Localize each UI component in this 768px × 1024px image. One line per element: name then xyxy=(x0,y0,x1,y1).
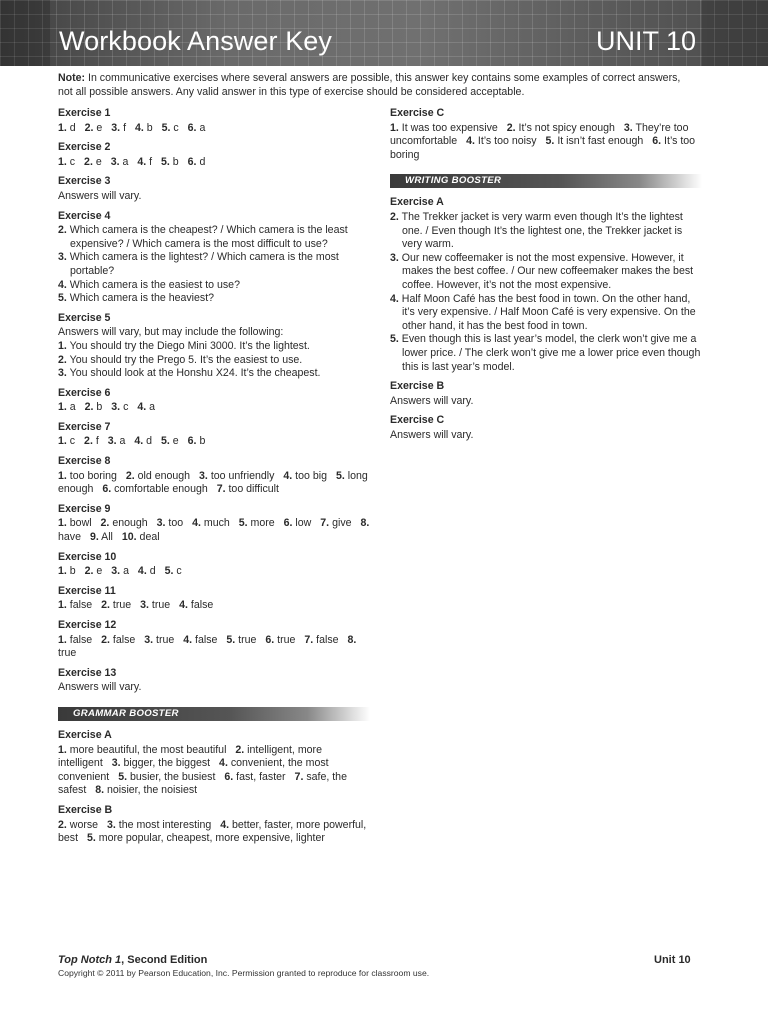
answer-item: 4. d xyxy=(137,565,156,578)
answer-number: 1. xyxy=(58,401,67,414)
answer-line xyxy=(58,517,370,544)
answer-item: 3. a xyxy=(107,435,126,448)
answer-number: 5. xyxy=(238,517,248,530)
footer-unit: Unit 10 xyxy=(654,954,691,966)
answer-item: 3. You should look at the Honshu X24. It’s the cheapest. xyxy=(58,367,321,380)
answer-item: 3. too unfriendly xyxy=(199,469,275,482)
answer-item: 4. false xyxy=(179,599,214,612)
answer-number: 2. xyxy=(125,469,135,482)
answer-number: 2. xyxy=(84,121,94,134)
answer-item: 1. more beautiful, the most beautiful xyxy=(58,743,227,756)
answer-item: 2. old enough xyxy=(125,469,191,482)
exercise-title: Exercise 2 xyxy=(58,141,111,154)
exercise-text: Answers will vary. xyxy=(390,428,474,441)
exercise-title: Exercise 13 xyxy=(58,666,117,679)
answer-number: 5. xyxy=(390,333,399,346)
answer-number: 5. xyxy=(161,435,170,448)
answer-number: 3. xyxy=(107,818,116,831)
answer-number: 2. xyxy=(100,517,110,530)
answer-number: 4. xyxy=(283,469,293,482)
answer-item: 7. safe, the safest xyxy=(58,770,347,797)
answer-item: 6. low xyxy=(283,517,312,530)
exercise-block xyxy=(58,551,370,579)
answer-number: 2. xyxy=(84,401,94,414)
answer-item: 3. c xyxy=(111,401,129,414)
answer-item: 3. Our new coffeemaker is not the most expensive. However, it makes the best coffee. / Our new coffeemaker makes the best coffee. However, it’s not the most expensive. xyxy=(390,251,694,291)
answer-item: 8. true xyxy=(58,633,357,660)
answer-number: 5. xyxy=(58,292,67,305)
answer-number: 4. xyxy=(137,155,147,168)
answer-item: 2. b xyxy=(84,401,103,414)
answer-item: 6. d xyxy=(187,155,206,168)
answer-item: 2. e xyxy=(84,155,102,168)
answer-number: 4. xyxy=(466,135,475,148)
exercise-text: Answers will vary. xyxy=(390,394,474,407)
answer-item: 5. e xyxy=(161,435,179,448)
exercise-title: Exercise B xyxy=(390,380,445,393)
answer-item: 4. false xyxy=(183,633,218,646)
answer-item: 6. comfortable enough xyxy=(102,483,208,496)
answer-number: 4. xyxy=(137,401,147,414)
answer-item: 5. c xyxy=(164,565,182,578)
answer-item: 6. true xyxy=(265,633,296,646)
answer-item: 4. d xyxy=(134,435,153,448)
answer-line xyxy=(58,401,370,415)
exercise-block xyxy=(58,387,370,415)
right-column xyxy=(390,107,702,448)
answer-item: 6. a xyxy=(187,121,206,134)
answer-item: 4. much xyxy=(192,517,230,530)
answer-item: 5. more popular, cheapest, more expensive, lighter xyxy=(86,832,325,845)
answer-number: 2. xyxy=(101,633,110,646)
copyright-notice: Copyright © 2011 by Pearson Education, Inc. Permission granted to reproduce for classroom use. xyxy=(58,968,430,978)
exercise-block xyxy=(58,804,370,846)
answer-line xyxy=(58,599,370,613)
answer-number: 4. xyxy=(390,292,399,305)
answer-number: 6. xyxy=(187,435,197,448)
answer-item: 2. It’s not spicy enough xyxy=(506,121,615,134)
exercise-title: Exercise A xyxy=(58,728,112,741)
answer-line xyxy=(58,744,370,798)
answer-item: 1. It was too expensive xyxy=(390,121,498,134)
page-header xyxy=(0,0,768,66)
page-title: Workbook Answer Key xyxy=(59,26,333,56)
answer-number: 2. xyxy=(506,121,516,134)
answer-item: 5. more xyxy=(238,517,275,530)
exercise-block xyxy=(58,141,370,169)
answer-item: 2. true xyxy=(101,599,132,612)
answer-item: 3. f xyxy=(111,121,127,134)
answer-number: 3. xyxy=(58,251,67,264)
answer-number: 4. xyxy=(179,599,188,612)
answer-number: 5. xyxy=(118,770,128,783)
answer-number: 8. xyxy=(95,784,105,797)
answer-number: 4. xyxy=(134,435,144,448)
exercise-block xyxy=(58,667,370,695)
exercise-title: Exercise C xyxy=(390,414,445,427)
answer-line xyxy=(58,470,370,497)
answer-item: 1. bowl xyxy=(58,517,92,530)
answer-item: 4. a xyxy=(137,401,156,414)
answer-item: 7. too difficult xyxy=(216,483,279,496)
writing-booster-banner: WRITING BOOSTER xyxy=(390,174,702,188)
answer-item: 3. true xyxy=(144,633,175,646)
answer-number: 6. xyxy=(265,633,275,646)
answer-item: 10. deal xyxy=(121,531,160,544)
answer-item: 8. noisier, the noisiest xyxy=(95,784,198,797)
answer-number: 7. xyxy=(294,770,304,783)
exercise-block xyxy=(58,210,370,306)
answer-number: 3. xyxy=(111,121,121,134)
answer-item: 3. bigger, the biggest xyxy=(111,757,211,770)
answer-item: 2. The Trekker jacket is very warm even though It’s the lightest one. / Even though It’s the lightest one, the Trekker jacket is very warm. xyxy=(390,210,683,251)
answer-item: 1. false xyxy=(58,599,93,612)
answer-number: 3. xyxy=(111,565,121,578)
answer-number: 4. xyxy=(58,278,67,291)
answer-item: 2. e xyxy=(84,121,103,134)
answer-number: 3. xyxy=(111,401,121,414)
answer-number: 1. xyxy=(58,469,67,482)
left-column xyxy=(58,107,370,852)
answer-line xyxy=(58,819,370,846)
answer-item: 3. a xyxy=(111,565,129,578)
answer-number: 4. xyxy=(137,565,147,578)
exercise-title: Exercise 1 xyxy=(58,107,111,119)
answer-number: 1. xyxy=(58,339,67,352)
answer-number: 3. xyxy=(156,517,166,530)
answer-number: 3. xyxy=(110,155,120,168)
answer-number: 1. xyxy=(58,121,67,134)
answer-number: 1. xyxy=(58,743,67,756)
answer-number: 5. xyxy=(335,469,345,482)
answer-line xyxy=(58,122,370,136)
answer-item: 2. false xyxy=(101,633,136,646)
exercise-block xyxy=(390,414,702,442)
answer-item: 8. have xyxy=(58,517,370,544)
answer-item: 7. false xyxy=(304,633,339,646)
answer-item: 1. false xyxy=(58,633,93,646)
exercise-title: Exercise 8 xyxy=(58,455,111,468)
answer-item: 1. too boring xyxy=(58,469,117,482)
answer-item: 1. c xyxy=(58,155,76,168)
exercise-title: Exercise 4 xyxy=(58,209,111,222)
answer-item: 2. Which camera is the cheapest? / Which camera is the least expensive? / Which camera is the most difficult to use? xyxy=(58,224,348,250)
answer-number: 5. xyxy=(545,135,555,148)
answer-item: 4. f xyxy=(137,155,153,168)
unit-label: UNIT 10 xyxy=(595,26,696,56)
answer-item: 3. They’re too uncomfortable xyxy=(390,121,689,148)
answer-number: 2. xyxy=(58,224,67,237)
exercise-block xyxy=(58,619,370,661)
answer-item: 5. Which camera is the heaviest? xyxy=(58,292,215,305)
answer-item: 3. Which camera is the lightest? / Which camera is the most portable? xyxy=(58,251,339,277)
answer-item: 6. fast, faster xyxy=(224,770,286,783)
exercise-text: Answers will vary. xyxy=(58,189,142,202)
note-label: Note: xyxy=(58,72,86,84)
answer-item: 5. long enough xyxy=(58,469,368,496)
answer-item: 4. too big xyxy=(283,469,327,482)
answer-item: 3. the most interesting xyxy=(107,818,212,831)
exercise-block xyxy=(58,503,370,545)
answer-number: 1. xyxy=(58,565,67,578)
answer-number: 1. xyxy=(58,599,67,612)
answer-item: 2. enough xyxy=(100,517,148,530)
answer-number: 2. xyxy=(84,435,93,448)
answer-number: 6. xyxy=(187,155,197,168)
answer-number: 1. xyxy=(390,121,399,134)
answer-number: 2. xyxy=(58,353,67,366)
answer-number: 4. xyxy=(219,757,228,770)
answer-number: 1. xyxy=(58,155,67,168)
answer-number: 2. xyxy=(84,565,94,578)
answer-item: 1. You should try the Diego Mini 3000. It’s the lightest. xyxy=(58,339,310,352)
exercise-block xyxy=(390,380,702,408)
header-right-band xyxy=(702,0,768,66)
answer-number: 3. xyxy=(390,251,399,264)
answer-item: 9. All xyxy=(89,531,113,544)
answer-item: 5. Even though this is last year’s model, the clerk won’t give me a lower price. / The clerk won’t give me a lower price even though this is last year’s model. xyxy=(390,333,701,373)
exercise-title: Exercise 7 xyxy=(58,420,111,433)
exercise-block xyxy=(58,729,370,798)
exercise-block xyxy=(390,196,702,374)
answer-item: 4. Which camera is the easiest to use? xyxy=(58,278,240,291)
exercise-title: Exercise B xyxy=(58,803,113,816)
answer-item: 1. c xyxy=(58,435,76,448)
exercise-title: Exercise 3 xyxy=(58,175,111,188)
answer-line xyxy=(58,634,370,661)
answer-item: 4. convenient, the most convenient xyxy=(58,757,329,783)
answer-number: 2. xyxy=(235,743,245,756)
answer-item: 1. d xyxy=(58,121,76,134)
answer-number: 3. xyxy=(199,469,208,482)
exercise-title: Exercise 5 xyxy=(58,311,111,324)
answer-number: 7. xyxy=(320,517,330,530)
answer-number: 5. xyxy=(86,832,96,845)
answer-number: 4. xyxy=(220,818,230,831)
answer-number: 7. xyxy=(216,483,226,496)
footer-book xyxy=(58,954,207,966)
answer-number: 4. xyxy=(183,633,193,646)
answer-number: 1. xyxy=(58,517,67,530)
answer-number: 2. xyxy=(84,155,93,168)
exercise-block xyxy=(58,421,370,449)
answer-number: 6. xyxy=(187,121,197,134)
exercise-title: Exercise 10 xyxy=(58,550,117,563)
answer-line xyxy=(58,435,370,449)
answer-number: 6. xyxy=(224,770,234,783)
answer-number: 5. xyxy=(161,121,171,134)
answer-item: 2. e xyxy=(84,565,103,578)
answer-number: 10. xyxy=(121,531,137,544)
answer-item: 2. intelligent, more intelligent xyxy=(58,743,322,770)
answer-item: 2. f xyxy=(84,435,99,448)
answer-number: 1. xyxy=(58,633,67,646)
exercise-title: Exercise C xyxy=(390,107,445,119)
book-edition: , Second Edition xyxy=(121,954,208,966)
answer-item: 6. It’s too boring xyxy=(390,135,696,161)
answer-number: 3. xyxy=(623,121,633,134)
grammar-booster-banner: GRAMMAR BOOSTER xyxy=(58,707,370,721)
exercise-block xyxy=(58,455,370,497)
answer-number: 8. xyxy=(347,633,357,646)
answer-number: 7. xyxy=(304,633,314,646)
exercise-block xyxy=(58,585,370,613)
answer-item: 5. true xyxy=(226,633,257,646)
exercise-title: Exercise 6 xyxy=(58,386,111,399)
answer-number: 3. xyxy=(107,435,117,448)
answer-number: 3. xyxy=(58,367,67,380)
answer-item: 2. worse xyxy=(58,818,99,831)
answer-number: 6. xyxy=(102,483,112,496)
note-paragraph xyxy=(58,72,688,99)
exercise-title: Exercise 9 xyxy=(58,502,111,515)
answer-item: 7. give xyxy=(320,517,352,530)
answer-number: 9. xyxy=(89,531,99,544)
answer-line xyxy=(58,156,370,170)
answer-line xyxy=(58,565,370,579)
exercise-title: Exercise 12 xyxy=(58,619,117,631)
answer-number: 2. xyxy=(390,210,399,223)
answer-item: 3. a xyxy=(110,155,129,168)
answer-number: 5. xyxy=(164,565,174,578)
answer-item: 4. better, faster, more powerful, best xyxy=(58,818,367,845)
exercise-block xyxy=(58,107,370,135)
answer-item: 3. too xyxy=(156,517,184,530)
answer-number: 8. xyxy=(360,517,370,530)
book-title: Top Notch 1 xyxy=(58,954,122,966)
answer-number: 6. xyxy=(652,135,662,148)
exercise-text: Answers will vary, but may include the following: xyxy=(58,326,284,339)
answer-item: 6. b xyxy=(187,435,206,448)
answer-item: 5. It isn’t fast enough xyxy=(545,135,644,148)
exercise-title: Exercise A xyxy=(390,196,444,209)
exercise-block xyxy=(58,312,370,381)
answer-item: 4. It’s too noisy xyxy=(466,135,537,148)
answer-number: 1. xyxy=(58,435,67,448)
exercise-text: Answers will vary. xyxy=(58,681,142,694)
answer-number: 3. xyxy=(140,599,149,612)
answer-item: 1. b xyxy=(58,565,76,578)
answer-number: 3. xyxy=(111,757,121,770)
answer-number: 5. xyxy=(161,155,170,168)
answer-item: 4. b xyxy=(134,121,153,134)
answer-number: 2. xyxy=(101,599,110,612)
answer-item: 5. b xyxy=(161,155,179,168)
answer-item: 1. a xyxy=(58,401,76,414)
answer-item: 5. busier, the busiest xyxy=(118,770,216,783)
header-left-band xyxy=(0,0,50,66)
answer-number: 5. xyxy=(226,633,236,646)
answer-number: 4. xyxy=(134,121,144,134)
answer-number: 3. xyxy=(144,633,154,646)
answer-number: 2. xyxy=(58,818,67,831)
answer-item: 3. true xyxy=(140,599,171,612)
exercise-block xyxy=(390,107,702,162)
exercise-block xyxy=(58,175,370,203)
answer-number: 6. xyxy=(283,517,293,530)
answer-item: 4. Half Moon Café has the best food in town. On the other hand, it’s very expensive. / Half Moon Café is very expensive. On the other hand, it has the best food in town. xyxy=(390,292,696,332)
exercise-title: Exercise 11 xyxy=(58,584,116,597)
note-text: In communicative exercises where several answers are possible, this answer key contains some examples of correct answers, not all possible answers. Any valid answer in this type of exercise should be considered acceptable. xyxy=(58,72,681,98)
answer-number: 4. xyxy=(192,517,201,530)
answer-item: 5. c xyxy=(161,121,179,134)
answer-item: 2. You should try the Prego 5. It’s the easiest to use. xyxy=(58,353,303,366)
answer-line xyxy=(390,122,702,163)
